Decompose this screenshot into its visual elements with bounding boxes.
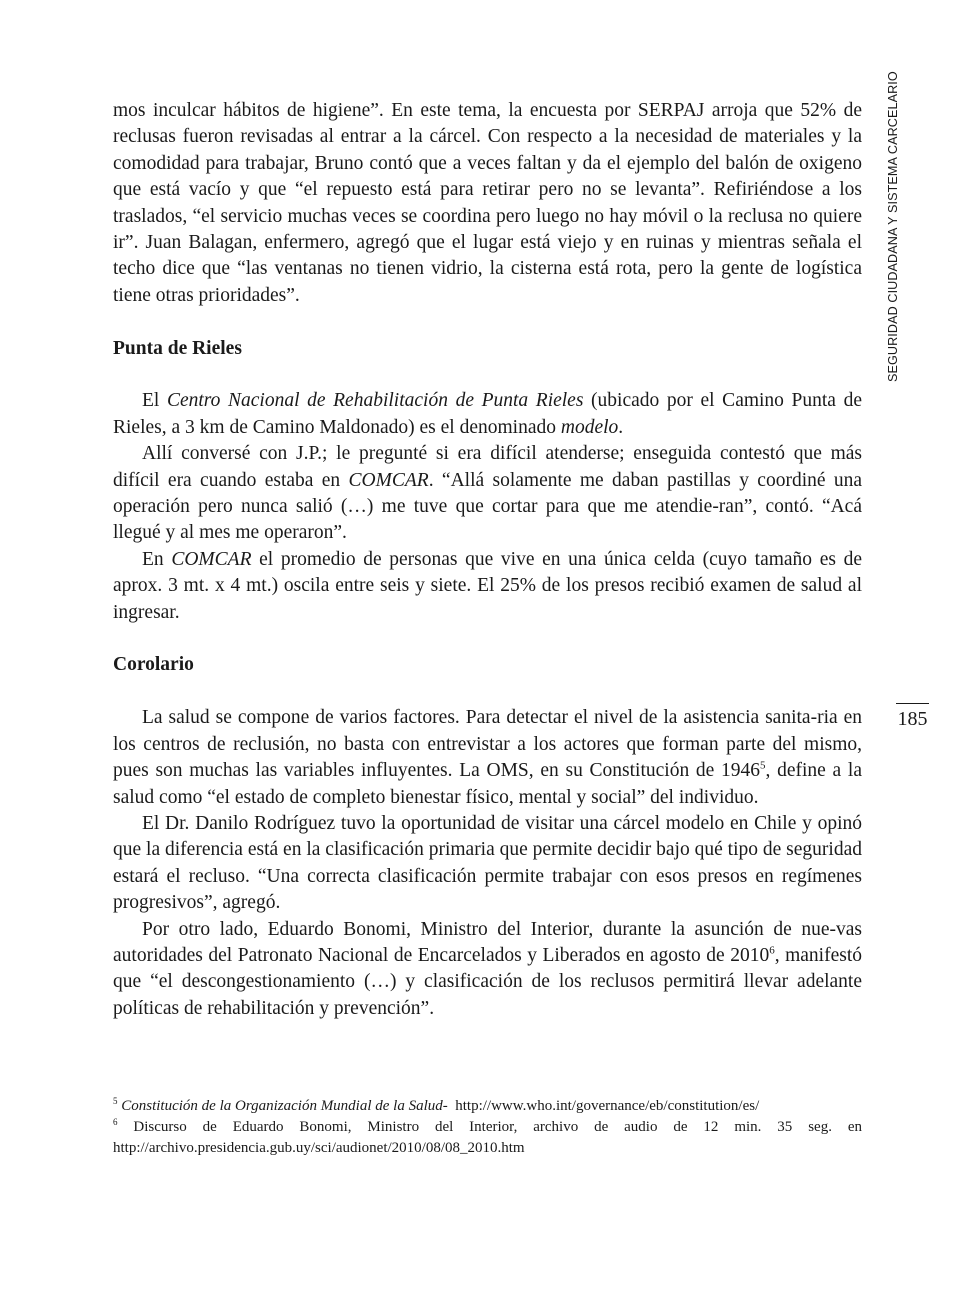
- footnote-mark: 6: [113, 1117, 118, 1127]
- italic-run: Centro Nacional de Rehabilitación de Punta Rieles: [166, 390, 584, 412]
- main-text-column: [113, 98, 862, 1022]
- paragraph-corolario-bonomi: [113, 917, 862, 1023]
- italic-run: Constitución de la Organización Mundial de la Salud-: [121, 1098, 448, 1114]
- footnote-ref: 6: [769, 944, 775, 957]
- text-run: El: [142, 390, 167, 412]
- section-heading-corolario: Corolario: [113, 654, 194, 676]
- running-side-title: SEGURIDAD CIUDADANA Y SISTEMA CARCELARIO: [886, 71, 900, 382]
- text-run: , manifestó que “el descongestionamiento (…) y clasificación de los reclusos permitirá llevar adelante políticas de rehabilitación y prevención”.: [113, 944, 862, 1019]
- paragraph-punta-comcar: [113, 547, 862, 626]
- footnote-6: [113, 1117, 862, 1159]
- text-run: La salud se compone de varios factores. Para detectar el nivel de la asistencia sanita-ria en los centros de reclusión, no basta con entrevistar a los actores que forman parte del mismo, pues son muchas las variables influyentes. La OMS, en su Constitución de 1946: [113, 707, 862, 782]
- text-run: Allí conversé con J.P.; le pregunté si era difícil atenderse; enseguida contestó que más difícil era cuando estaba en: [113, 443, 862, 491]
- paragraph-corolario-rodriguez: El Dr. Danilo Rodríguez tuvo la oportunidad de visitar una cárcel modelo en Chile y opinó que la diferencia está en la clasificación primaria que permite decidir bajo qué tipo de seguridad estará el recluso. “Una correcta clasificación permite trabajar con esos presos en regímenes progresivos”, agregó.: [113, 812, 862, 914]
- footnote-ref: 5: [760, 759, 766, 772]
- italic-run: COMCAR: [171, 548, 252, 570]
- text-run: En: [142, 548, 172, 570]
- paragraph-hygiene: mos inculcar hábitos de higiene”. En este tema, la encuesta por SERPAJ arroja que 52% de reclusas fueron revisadas al entrar a la cárcel. Con respecto a la necesidad de materiales y la comodidad para trabajar, Bruno contó que a veces faltan y da el ejemplo del balón de oxigeno que está vacío y que “el repuesto está para retirar pero no se levanta”. Refiriéndose a los traslados, “el servicio muchas veces se coordina pero luego no hay móvil o la reclusa no quiere ir”. Juan Balagan, enfermero, agregó que el lugar está viejo y en ruinas y mientras señala el techo dice que “las ventanas no tienen vidrio, la cisterna está rota, pero la gente de logística tiene otras prioridades”.: [113, 100, 862, 306]
- spacer: [113, 362, 862, 388]
- spacer: [113, 626, 862, 652]
- page-number-rule: [896, 703, 929, 704]
- paragraph-punta-centro: [113, 388, 862, 441]
- italic-run: modelo: [560, 416, 619, 438]
- paragraph-corolario-salud: [113, 705, 862, 811]
- italic-run: COMCAR: [348, 469, 429, 491]
- footnote-5: [113, 1096, 862, 1117]
- footnote-mark: 5: [113, 1096, 118, 1106]
- footnotes: [113, 1096, 862, 1159]
- paragraph-punta-jp: [113, 441, 862, 547]
- spacer: [113, 309, 862, 335]
- text-run: .: [618, 416, 624, 438]
- text-run: Por otro lado, Eduardo Bonomi, Ministro del Interior, durante la asunción de nue-vas autoridades del Patronato Nacional de Encarcelados y Liberados en agosto de 2010: [113, 918, 862, 966]
- section-heading-punta-de-rieles: Punta de Rieles: [113, 337, 242, 359]
- text-run: , define a la salud como “el estado de completo bienestar físico, mental y social” del individuo.: [113, 760, 862, 808]
- text-run: (ubicado por el Camino Punta de Rieles, a 3 km de Camino Maldonado) es el denominado: [113, 390, 862, 438]
- page-number: 185: [897, 708, 928, 730]
- text-run: . “Allá solamente me daban pastillas y coordiné una operación pero nunca salió (…) me tuve que cortar para que me atendie-ran”, contó. “Acá llegué y al mes me operaron”.: [113, 469, 863, 544]
- text-run: el promedio de personas que vive en una única celda (cuyo tamaño es de aprox. 3 mt. x 4 mt.) oscila entre seis y siete. El 25% de los presos recibió examen de salud al ingresar.: [113, 548, 862, 623]
- footnote-link-text: http://www.who.int/governance/eb/constitution/es/: [447, 1098, 760, 1114]
- footnote-text: Discurso de Eduardo Bonomi, Ministro del Interior, archivo de audio de 12 min. 35 seg. en http://archivo.presidencia.gub.uy/sci/audionet/2010/08/08_2010.htm: [113, 1119, 863, 1156]
- spacer: [113, 679, 862, 705]
